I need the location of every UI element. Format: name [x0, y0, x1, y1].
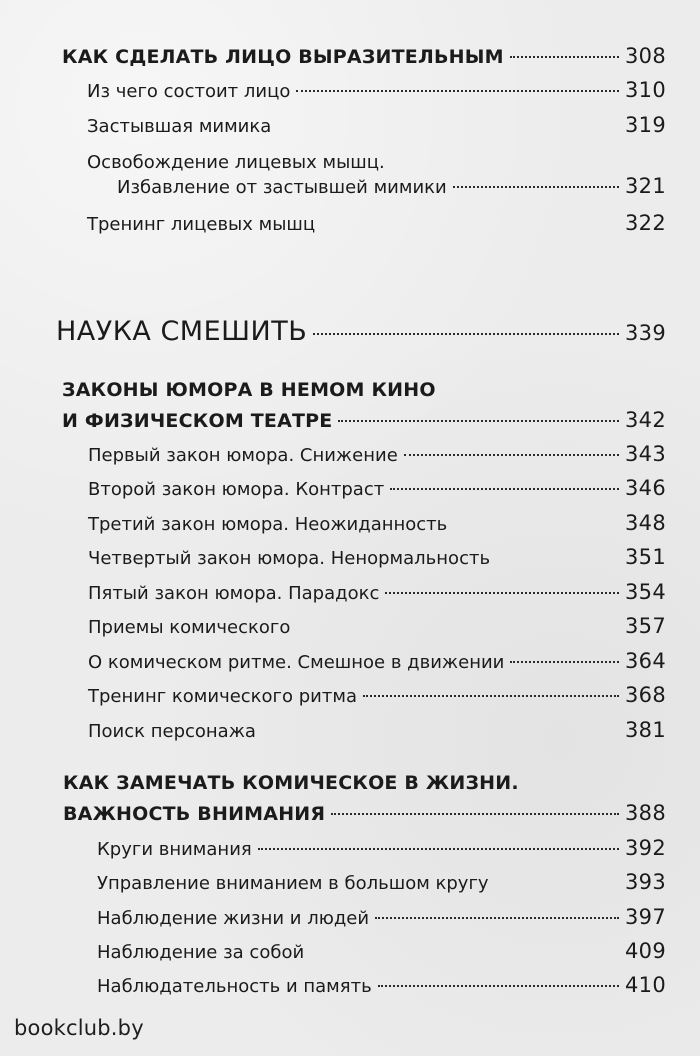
- dot-leader: [453, 523, 619, 525]
- dot-leader: [390, 488, 619, 490]
- dot-leader: [310, 951, 619, 953]
- toc-page-number: 351: [625, 545, 666, 569]
- toc-page-number: 368: [625, 683, 666, 707]
- toc-entry: [117, 174, 666, 198]
- dot-leader: [321, 223, 619, 225]
- toc-section-title-line2: ВАЖНОСТЬ ВНИМАНИЯ: [63, 803, 326, 825]
- dot-leader: [296, 90, 619, 92]
- dot-leader: [495, 882, 619, 884]
- dot-leader: [385, 592, 619, 594]
- dot-leader: [313, 333, 619, 335]
- toc-entry-section-2: [56, 316, 666, 347]
- toc-entry-section-1: [62, 44, 666, 68]
- toc-entry: [88, 718, 666, 742]
- toc-section-title: НАУКА СМЕШИТЬ: [56, 316, 308, 347]
- toc-entry-title: Приемы комического: [88, 617, 291, 638]
- toc-entry-title: Тренинг комического ритма: [88, 686, 357, 707]
- toc-entry-title: Круги внимания: [97, 839, 252, 860]
- dot-leader: [404, 454, 619, 456]
- toc-entry-title: Первый закон юмора. Снижение: [88, 445, 398, 466]
- toc-page-number: 410: [625, 973, 666, 997]
- toc-page-number: 343: [625, 442, 666, 466]
- toc-entry-title: Из чего состоит лицо: [87, 81, 291, 102]
- toc-page-number: 322: [625, 211, 666, 235]
- toc-entry-title: Пятый закон юмора. Парадокс: [88, 583, 380, 604]
- toc-entry-title: Управление вниманием в большом кругу: [97, 873, 489, 894]
- toc-page-number: 308: [625, 44, 666, 68]
- dot-leader: [277, 125, 619, 127]
- toc-section-title: КАК СДЕЛАТЬ ЛИЦО ВЫРАЗИТЕЛЬНЫМ: [62, 46, 504, 68]
- toc-entry: [88, 580, 666, 604]
- toc-entry-title: Поиск персонажа: [88, 721, 256, 742]
- toc-entry: [88, 442, 666, 466]
- toc-page-number: 392: [625, 836, 666, 860]
- toc-entry: [97, 870, 666, 894]
- toc-entry: [97, 836, 666, 860]
- toc-page-number: 348: [625, 511, 666, 535]
- dot-leader: [453, 186, 619, 188]
- toc-section-title-line2: И ФИЗИЧЕСКОМ ТЕАТРЕ: [62, 410, 333, 432]
- toc-page-number: 354: [625, 580, 666, 604]
- toc-entry: [88, 476, 666, 500]
- dot-leader: [331, 813, 619, 815]
- dot-leader: [496, 557, 619, 559]
- toc-entry-title: Наблюдение за собой: [97, 942, 305, 963]
- toc-page-number: 319: [625, 113, 666, 137]
- toc-page-number: 310: [625, 78, 666, 102]
- toc-entry-title-line2: Избавление от застывшей мимики: [117, 177, 447, 198]
- toc-entry-title: Третий закон юмора. Неожиданность: [88, 514, 448, 535]
- toc-entry: [87, 211, 666, 235]
- toc-page-number: 388: [625, 801, 666, 825]
- dot-leader: [510, 56, 619, 58]
- toc-page-number: 357: [625, 614, 666, 638]
- toc-page-number: 321: [625, 174, 666, 198]
- toc-page-number: 397: [625, 905, 666, 929]
- dot-leader: [363, 695, 619, 697]
- dot-leader: [378, 985, 619, 987]
- toc-entry-title: О комическом ритме. Смешное в движении: [88, 652, 505, 673]
- toc-entry-section-3: [62, 408, 666, 432]
- dot-leader: [296, 626, 619, 628]
- dot-leader: [262, 730, 619, 732]
- dot-leader: [375, 917, 619, 919]
- toc-page-number: 393: [625, 870, 666, 894]
- toc-section-title-line1: ЗАКОНЫ ЮМОРА В НЕМОМ КИНО: [62, 379, 436, 401]
- toc-entry: [88, 614, 666, 638]
- toc-entry: [97, 973, 666, 997]
- watermark-text: bookclub.by: [14, 1016, 144, 1040]
- toc-entry-title-line1: Освобождение лицевых мышц.: [87, 152, 385, 173]
- dot-leader: [338, 420, 619, 422]
- toc-entry: [97, 905, 666, 929]
- toc-page-number: 409: [625, 939, 666, 963]
- dot-leader: [510, 661, 619, 663]
- toc-section-title-line1: КАК ЗАМЕЧАТЬ КОМИЧЕСКОЕ В ЖИЗНИ.: [63, 772, 519, 794]
- toc-entry: [97, 939, 666, 963]
- toc-entry-title: Второй закон юмора. Контраст: [88, 479, 385, 500]
- toc-entry: [88, 545, 666, 569]
- toc-entry-section-4: [63, 801, 666, 825]
- toc-entry-title: Наблюдение жизни и людей: [97, 908, 370, 929]
- toc-entry: [88, 511, 666, 535]
- toc-page-number: 346: [625, 476, 666, 500]
- dot-leader: [258, 848, 619, 850]
- toc-page-number: 381: [625, 718, 666, 742]
- toc-entry-title: Четвертый закон юмора. Ненормальность: [88, 548, 491, 569]
- toc-entry: [88, 683, 666, 707]
- toc-page-number: 364: [625, 649, 666, 673]
- toc-entry: [87, 78, 666, 102]
- toc-entry-title: Застывшая мимика: [87, 116, 272, 137]
- toc-page-number: 342: [625, 408, 666, 432]
- toc-entry: [87, 113, 666, 137]
- toc-entry-title: Наблюдательность и память: [97, 976, 372, 997]
- toc-entry-title: Тренинг лицевых мышц: [87, 214, 316, 235]
- toc-entry: [88, 649, 666, 673]
- toc-page-number: 339: [625, 321, 666, 345]
